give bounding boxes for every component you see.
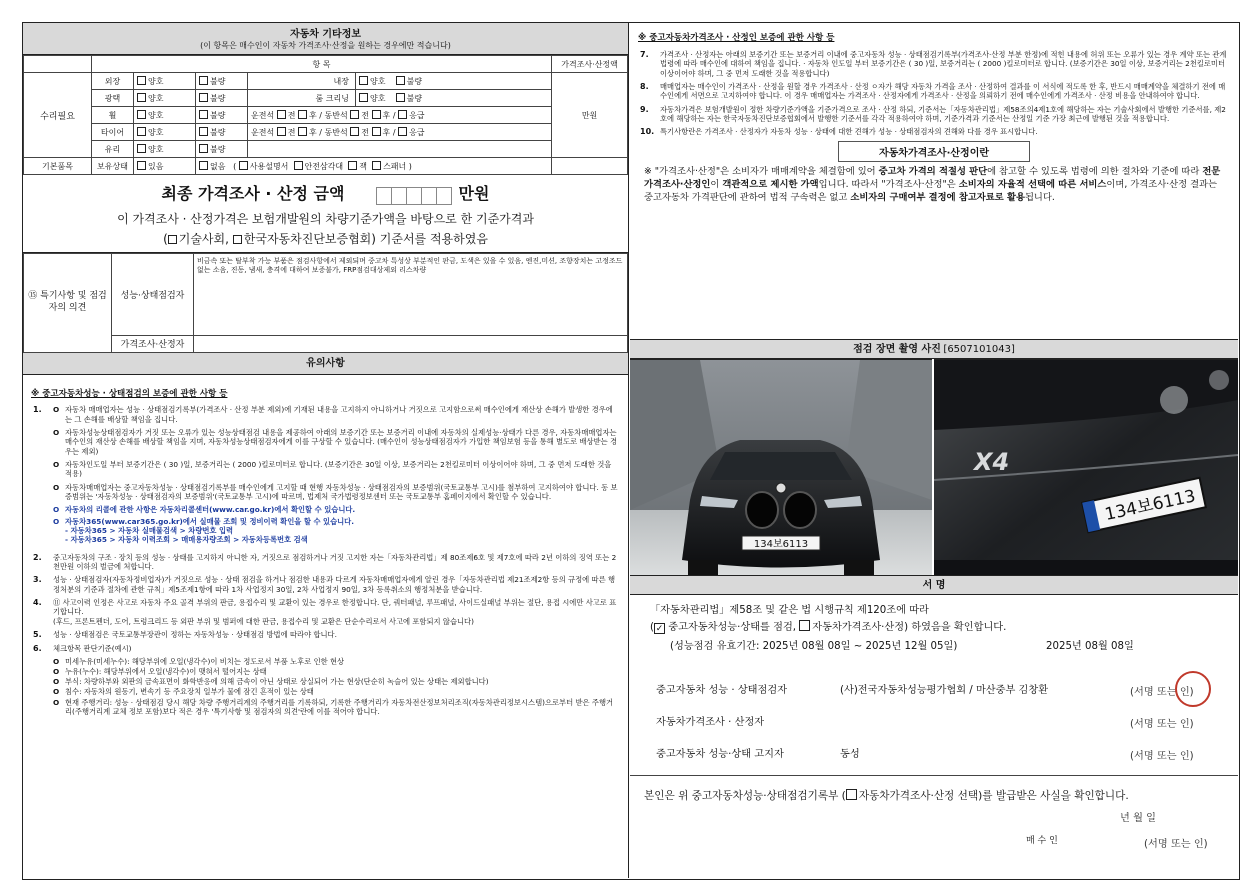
checkbox[interactable] [277, 110, 286, 119]
sign-date: 2025년 08월 08일 [1046, 641, 1134, 652]
photo-header [630, 339, 1238, 359]
sign-or-seal-4: (서명 또는 인) [1144, 839, 1208, 850]
checkbox[interactable] [199, 76, 208, 85]
def-text: 이며, 가격조사·산정 결과는 중고자동차 가격판단에 관하여 법적 구속력은 없고 [644, 178, 1218, 203]
checkbox[interactable] [199, 161, 208, 170]
checkbox[interactable] [199, 144, 208, 153]
def-bold: 객관적으로 제시한 가액 [722, 178, 819, 190]
notice-6: 체크항목 판단기준(예시) [53, 644, 132, 654]
price-role: 자동차가격조사 · 산정자 [656, 717, 765, 728]
receipt-line [644, 788, 1129, 803]
final-price-line4: 기준서를 적용하였음 [379, 231, 488, 246]
notifier-name: 동성 [840, 749, 860, 760]
row-label-exterior: 외장 [92, 73, 134, 90]
option-emergency: 응급 [409, 127, 425, 137]
special-notes-text: 비금속 또는 탈부착 가능 부품은 점검사항에서 제외되며 중고차 특성상 부분적인 판금, 도색은 있을 수 있음, 엔진,미션, 조향장치는 고정조드없는 소음, 진동, 냄새, 충격에 대하여 보증불가, FRP점검대상제외 리스차량 [194, 253, 628, 335]
notice-1-item: 자동차인도일 부터 보증기간은 ( 30 )일, 보증거리는 ( 2000 )킬로미터로 합니다. (보증기간은 30일 이상, 보증거리는 2천킬로미터 이상이어야 하며, 그 중 먼저 도래한 것을 적용) [65, 460, 612, 479]
col-price-header: 가격조사·산정액 [552, 56, 628, 73]
inspection-photos-section [630, 339, 1238, 575]
checkbox[interactable] [298, 127, 307, 136]
option-triangle: 안전삼각대 [304, 161, 344, 171]
option-bad: 불량 [210, 144, 226, 154]
price-guarantee-notes: ※ 중고자동차가격조사 · 산정인 보증에 관한 사항 등 7. 가격조사 · 산정자는 아래의 보증기간 또는 보증거리 이내에 중고자동차 성능 · 상태점검기록부(가격조사·산정 부분 한정)에 적힌 내용에 허위 또는 오류가 있는 경우 계약 또는 관계법령에 따라 매수인에 대하여 책임을 집니다. · 자동차 인도일 부터 보증기간은 ( 30 )일, 보증거리는 ( 2000 )킬로미터로 합니다. (보증기간은 30일 이상, 보증거리는 2천킬로미터 이상이어야 하며, 그 중 먼저 도래한 것을 적용합니다) 8. 매매업자는 매수인이 가격조사 · 산정을 원할 경우 가격조사 · 산정 ㅇ자가 해당 자동차 가격을 조사 · 산정하여 결과를 이 서식에 적도록 한 후, 반드시 매매계약을 체결하기 전에 매수인에게 서면으로 고지하여야 합니다. 이 경우 매매업자는 가격조사 · 산정자에게 가격조사 · 산정을 의뢰하기 전에 매수인에게 가격조사 · 산정 비용을 안내하여야 합니다. 9. 자동차가격은 보험개발원이 정한 차량기준가액을 기준가격으로 조사 · 산정 하되, 기준서는「자동차관리법」제58조의4제1호에 해당하는 자는 기술사회에서 발행한 기준서를, 제2호에 해당하는 자는 한국자동차진단보증협회에서 발행한 기준서를 각각 적용하여야 하며, 기준가격과 기준서는 산정일 기준 가장 최근에 발행된 것을 적용합니다. 10. 특기사항란은 가격조사 · 산정자가 자동차 성능 · 상태에 대한 견해가 성능 · 상태점검자의 견해와 다를 경우 표시합니다. [638, 33, 1227, 137]
option-jack: 잭 [359, 161, 367, 171]
checkbox[interactable] [799, 620, 810, 631]
checkbox[interactable] [372, 127, 381, 136]
notice-1-item: 자동차성능상태점검자가 거짓 또는 오류가 있는 성능상태점검 내용을 제공하여 아래의 보증기간 또는 보증거리 이내에 자동차의 실제성능·상태가 다른 경우, 자동차매매업자는 매수인의 재산상 손해를 배상할 책임을 지며, 자동차성능상태점검자에게 이를 구상할 수 있습니다. (매수인이 성능상태점검자가 가입한 책임보험 등을 통해 별도로 배상받는 경우는 제외) [65, 428, 618, 456]
sign-or-seal-1: (서명 또는 인) [1130, 687, 1194, 698]
price-person-label: 가격조사·산정자 [112, 335, 194, 352]
option-front: 전 [361, 110, 369, 120]
checkbox[interactable] [372, 161, 381, 170]
def-text: 됩니다. [1024, 191, 1055, 203]
definition-title-box [630, 141, 1238, 162]
option-kadia: 한국자동차진단보증협회 [243, 231, 372, 246]
repair-label: 수리필요 [24, 73, 92, 158]
basic-status-label: 보유상태 [92, 158, 134, 175]
checkbox[interactable] [298, 110, 307, 119]
car365-link-text[interactable]: 자동차365(www.car365.go.kr)에서 실매물 조회 및 정비이력 확인을 할 수 있습니다. [65, 516, 355, 526]
row-label-glass: 유리 [92, 141, 134, 158]
photo-title: 점검 장면 촬영 사진 [853, 344, 941, 355]
receipt-text-b: 자동차가격조사·산정 선택)를 발급받은 사실을 확인합니다. [858, 790, 1129, 802]
passenger-seat-label: 동반석 [324, 127, 348, 137]
option-good: 양호 [148, 110, 164, 120]
checkbox[interactable] [398, 110, 407, 119]
def-text: 에 참고할 수 있도록 법령에 의한 절차와 기준에 따라 [987, 166, 1203, 178]
receipt-text-a: 본인은 위 중고자동차성능·상태점검기록부 ( [644, 790, 846, 802]
checkbox[interactable] [350, 127, 359, 136]
checkbox[interactable] [137, 127, 146, 136]
notice-4b: (후드, 프론트펜더, 도어, 트렁크리드 등 외판 부위 및 범퍼에 대한 판금, 용접수리 및 교환은 단순수리로서 사고에 포함되지 않습니다) [53, 616, 474, 626]
option-tech-society: 기술사회 [178, 231, 226, 246]
signature-section [630, 575, 1238, 878]
criteria-item: 부식: 차량하부와 외판의 금속표면이 화학반응에 의해 금속이 아닌 상태로 상실되어 가는 현상(단순히 녹슬어 있는 상태는 제외합니다) [65, 677, 489, 687]
notice-header [23, 353, 628, 375]
price-guarantee-title: ※ 중고자동차가격조사 · 산정인 보증에 관한 사항 등 [638, 33, 835, 43]
front-photo [630, 359, 932, 591]
other-info-title: 자동차 기타정보 [289, 29, 362, 40]
option-front: 전 [287, 127, 296, 137]
checkbox[interactable] [199, 110, 208, 119]
inspector-label: 성능·상태점검자 [112, 253, 194, 335]
checkbox[interactable] [348, 161, 357, 170]
notice-4a: ⑪ 사고이력 인정은 사고로 자동차 주요 골격 부위의 판금, 용접수리 및 교환이 있는 경우로 한정합니다. 단, 쿼터패널, 루프패널, 사이드실패널 부위는 절단, 용접 시에만 사고로 표기합니다. [53, 597, 617, 617]
checkbox[interactable] [372, 110, 381, 119]
right-column [630, 23, 1238, 878]
rear-plate-text: 134보6113 [1103, 486, 1198, 526]
criteria-item: 침수: 자동차의 원동기, 변속기 등 주요장치 일부가 물에 잠긴 흔적이 있는 상태 [65, 687, 314, 697]
notice-1-item: 자동차 매매업자는 성능 · 상태점검기록부(가격조사 · 산정 부분 제외)에 기재된 내용을 고지하지 아니하거나 거짓으로 고지함으로써 매수인에게 재산상 손해가 발생한 경우에는 그 손해를 배상할 책임을 집니다. [65, 405, 613, 424]
option-rear: 후 [382, 127, 391, 137]
option-bad: 불량 [210, 76, 226, 86]
checkbox[interactable] [359, 76, 368, 85]
option-rear: 후 [382, 110, 391, 120]
sign-law-text: 「자동차관리법」제58조 및 같은 법 시행규칙 제120조에 따라 [650, 605, 929, 616]
final-price-title: 최종 가격조사 · 산정 금액 [161, 184, 345, 203]
definition-text: ※ "가격조사·산정"은 소비자가 매매계약을 체결함에 있어 중고차 가격의 적절성 판단에 참고할 수 있도록 법령에 의한 절차와 기준에 따라 전문 가격조사·산정인이 객관적으로 제시한 가액입니다. 따라서 "가격조사·산정"은 소비자의 자율적 선택에 따른 서비스이며, 가격조사·산정 결과는 중고자동차 가격판단에 관하여 법적 구속력은 없고 소비자의 구매여부 결정에 참고자료로 활용됩니다. [644, 166, 1221, 203]
other-info-header [23, 23, 628, 55]
checked-checkbox[interactable]: ✓ [655, 624, 664, 634]
option-manual: 사용설명서 [249, 161, 289, 171]
def-bold: 전문 가격조사·산정인 [644, 166, 1221, 190]
sign-check1: 중고자동차성능·상태를 점검, [668, 622, 797, 633]
option-good: 양호 [148, 76, 164, 86]
criteria-item: 미세누유(미세누수): 해당부위에 오일(냉각수)이 비치는 정도로서 부품 노후로 인한 현상 [65, 656, 345, 666]
buyer-label: 매 수 인 [1026, 836, 1058, 846]
checkbox[interactable] [239, 161, 248, 170]
notifier-role: 중고자동차 성능·상태 고지자 [656, 749, 784, 760]
divider [630, 775, 1238, 776]
front-plate-text: 134보6113 [753, 539, 809, 550]
option-bad: 불량 [406, 76, 423, 86]
basic-items-label: 기본품목 [24, 158, 92, 175]
checkbox[interactable] [350, 110, 359, 119]
option-front: 전 [287, 110, 296, 120]
final-price-section: 최종 가격조사 · 산정 금액 만원 이 가격조사 · 산정가격은 보험개발원의 차량기준가액을 바탕으로 한 기준가격과 ( 기술사회, 한국자동차진단보증협회) 기준서를 적용하였음 [23, 175, 628, 253]
checkbox[interactable] [396, 93, 405, 102]
checkbox[interactable] [199, 93, 208, 102]
row-label-tire: 타이어 [92, 124, 134, 141]
passenger-seat-label: 동반석 [324, 110, 348, 120]
notice-3: 성능 · 상태점검자(자동차정비업자)가 거짓으로 성능 · 상태 점검을 하거나 점검한 내용과 다르게 자동차매매업자에게 알린 경우「자동차관리법 제21조제2항 등의 규정에 따른 행정처분의 기준과 절차에 관한 규칙」제5조제1항에 따라 1차 사업정지 30일, 2차 사업정지 90일, 3차 등록취소의 행정처분을 받습니다. [53, 575, 615, 594]
driver-seat-label: 운전석 [251, 110, 275, 120]
checkbox[interactable] [137, 76, 146, 85]
sign-check-line: ( ✓ 중고자동차성능·상태를 점검, 자동차가격조사·산정) 하였음을 확인합니다. [650, 622, 1007, 634]
notice-7: 가격조사 · 산정자는 아래의 보증기간 또는 보증거리 이내에 중고자동차 성능 · 상태점검기록부(가격조사·산정 부분 한정)에 적힌 내용에 허위 또는 오류가 있는 경우 계약 또는 관계법령에 따라 매수인에 대하여 책임을 집니다. · 자동차 인도일 부터 보증기간은 ( 30 )일, 보증거리는 ( 2000 )킬로미터로 합니다. (보증기간은 30일 이상, 보증거리는 2천킬로미터 이상이어야 하며, 그 중 먼저 도래한 것을 적용합니다) [660, 49, 1227, 78]
criteria-item: 누유(누수): 해당부위에서 오일(냉각수)이 맺혀서 떨어지는 상태 [65, 666, 267, 676]
option-bad: 불량 [406, 93, 423, 103]
receipt-ymd: 년 월 일 [1120, 813, 1156, 824]
option-good: 양호 [148, 93, 164, 103]
definition-title: 자동차가격조사·산정이란 [838, 141, 1030, 162]
sign-or-seal-2: (서명 또는 인) [1130, 719, 1194, 730]
unit-won: 만원 [552, 73, 628, 158]
inspector-name: (사)전국자동차성능평가협회 / 마산중부 김창환 [840, 685, 1049, 696]
checkbox[interactable] [137, 144, 146, 153]
row-label-wheel: 휠 [92, 107, 134, 124]
notice-body: ※ 중고자동차성능 · 상태점검의 보증에 관한 사항 등 1. O 자동차 매매업자는 성능 · 상태점검기록부(가격조사 · 산정 부분 제외)에 기재된 내용을 고지하지 아니하거나 거짓으로 고지함으로써 매수인에게 재산상 손해가 발생한 경우에는 그 손해를 배상할 책임을 집니다. O 자동차성능상태점검자가 거짓 또는 오류가 있는 성능상태점검 내용을 제공하여 아래의 보증기간 또는 보증거리 이내에 자동차의 실제성능·상태가 다른 경우, 자동차매매업자는 매수인의 재산상 손해를 배상할 책임을 지며, 자동차성능상태점검자에게 이를 구상할 수 있습니다. (매수인이 성능상태점검자가 가입한 책임보험 등을 통해 별도로 배상받는 경우는 제외) O 자동차인도일 부터 보증기간은 ( 30 )일, 보증거리는 ( 2000 )킬로미터로 합니다. (보증기간은 30일 이상, 보증거리는 2천킬로미터 이상이어야 하며, 그 중 먼저 도래한 것을 적용) O 자동차매매업자는 중고자동차성능 · 상태점검기록부를 매수인에게 고지할 때 현행 자동차성능 · 상태점검자의 보증범위(국토교통부 고시)를 첨부하여 고지하여야 합니다. 동 보증범위는 '자동차성능 · 상태점검자의 보증범위'(국토교통부 고시)에 따르며, 법제처 국가법령정보센터 또는 국토교통부 홈페이지에서 확인할 수 있습니다. O 자동차의 리콜에 관한 사항은 자동차리콜센터(www.car.go.kr)에서 확인할 수 있습니다. O 자동차365(www.car365.go.kr)에서 실매물 조회 및 정비이력 확인을 할 수 있습니다. - 자동차365 > 자동차 실매물검색 > 차량번호 입력 - 자동차365 > 자동차 이력조회 > 매매용자량조회 > 자동차등록번호 검색 2. 중고자동차의 구조 · 장치 등의 성능 · 상태를 고지하지 아니한 자, 거짓으로 점검하거나 거짓 고지한 자는「자동차관리법」제 80조제6호 및 제7호에 따라 2년 이하의 징역 또는 2천만원 이하의 벌금에 처합니다. 3. 성능 · 상태점검자(자동차정비업자)가 거짓으로 성능 · 상태 점검을 하거나 점검한 내용과 다르게 자동차매매업자에게 알린 경우「자동차관리법 제21조제2항 등의 규정에 따른 행정처분의 기준과 절차에 관한 규칙」제5조제1항에 따라 1차 사업정지 30일, 2차 사업정지 90일, 3차 등록취소의 행정처분을 받습니다. 4. ⑪ 사고이력 인정은 사고로 자동차 주요 골격 부위의 판금, 용접수리 및 교환이 있는 경우로 한정합니다. 단, 쿼터패널, 루프패널, 사이드실패널 부위는 절단, 용접 시에만 사고로 표기합니다. (후드, 프론트펜더, 도어, 트렁크리드 등 외판 부위 및 범퍼에 대한 판금, 용접수리 및 교환은 단순수리로서 사고에 포함되지 않습니다) 5. 성능 · 상태점검은 국토교통부장관이 정하는 자동차성능 · 상태점검 방법에 따라야 합니다. 6. 체크항목 판단기준(예시) O 미세누유(미세누수): 해당부위에 오일(냉각수)이 비치는 정도로서 부품 노후로 인한 현상 O 누유(누수): 해당부위에서 오일(냉각수)이 맺혀서 떨어지는 상태 O 부식: 차량하부와 외판의 금속표면이 화학반응에 의해 금속이 아닌 상태로 상실되어 가는 현상(단순히 녹슬어 있는 상태는 제외합니다) O 침수: 자동차의 원동기, 변속기 등 주요장치 일부가 물에 잠긴 흔적이 있는 상태 O 현재 주행거리: 성능 · 상태점검 당시 해당 차량 주행거리계의 주행거리를 기록하되, 기록한 주행거리가 자동차전산정보처리조직(자동차관리정보시스템)으로부터 받은 주행거리(주행거리계 교체 정보 포함)보다 적은 경우 '특기사항 및 점검자의 의견'란에 이를 적어야 합니다. [31, 388, 618, 717]
checkbox[interactable] [137, 161, 146, 170]
final-price-boxes[interactable] [377, 187, 452, 207]
final-price-line1: 이 가격조사 · 산정가격은 보험개발원의 차량기준가액을 바탕으로 한 기준가격과 [117, 211, 534, 226]
row-label-interior: 내장 [248, 73, 356, 90]
checkbox[interactable] [199, 127, 208, 136]
option-bad: 불량 [210, 127, 226, 137]
option-emergency: 응급 [409, 110, 425, 120]
option-rear: 후 [309, 110, 317, 120]
row-label-room-clean: 룸 크리닝 [248, 90, 356, 107]
left-column [23, 23, 629, 878]
notice-5: 성능 · 상태점검은 국토교통부장관이 정하는 자동차성능 · 상태점검 방법에 따라야 합니다. [53, 629, 337, 639]
inspector-seal [1175, 671, 1211, 707]
def-text: 입니다. 따라서 "가격조사·산정"은 [818, 178, 959, 190]
def-bold: 중고차 가격의 적절성 판단 [878, 166, 988, 178]
notice-8: 매매업자는 매수인이 가격조사 · 산정을 원할 경우 가격조사 · 산정 ㅇ자가 해당 자동차 가격을 조사 · 산정하여 결과를 이 서식에 적도록 한 후, 반드시 매매계약을 체결하기 전에 매수인에게 서면으로 고지하여야 합니다. 이 경우 매매업자는 가격조사 · 산정자에게 가격조사 · 산정을 의뢰하기 전에 매수인에게 가격조사 · 산정 비용을 안내하여야 합니다. [660, 81, 1226, 101]
sign-check2: 자동차가격조사·산정) 하였음을 확인합니다. [812, 622, 1007, 633]
checkbox[interactable] [233, 235, 242, 244]
checkbox[interactable] [277, 127, 286, 136]
criteria-item: 현재 주행거리: 성능 · 상태점검 당시 해당 차량 주행거리계의 주행거리를 기록하되, 기록한 주행거리가 자동차전산정보처리조직(자동차관리정보시스템)으로부터 받은 주행거리(주행거리계 교체 정보 포함)보다 적은 경우 '특기사항 및 점검자의 의견'란에 이를 적어야 합니다. [65, 697, 614, 717]
checkbox[interactable] [294, 161, 303, 170]
def-bold: 소비자의 자율적 선택에 따른 서비스 [958, 178, 1107, 190]
valid-period: (성능점검 유효기간: 2025년 08월 08일 ~ 2025년 12월 05일) [670, 641, 958, 652]
checkbox[interactable] [168, 235, 177, 244]
rear-photo [934, 359, 1238, 591]
option-good: 양호 [370, 93, 386, 103]
notice-10: 특기사항란은 가격조사 · 산정자가 자동차 성능 · 상태에 대한 견해가 성능 · 상태점검자의 견해와 다를 경우 표시합니다. [660, 127, 1038, 137]
row-label-gloss: 광택 [92, 90, 134, 107]
car365-path-1: - 자동차365 > 자동차 실매물검색 > 차량번호 입력 [65, 525, 234, 535]
notice-section-title: ※ 중고자동차성능 · 상태점검의 보증에 관한 사항 등 [31, 388, 228, 399]
checkbox[interactable] [396, 76, 405, 85]
special-notes-label: ⑮ 특기사항 및 점검자의 의견 [24, 253, 112, 352]
inspector-role: 중고자동차 성능 · 상태점검자 [656, 685, 788, 696]
sign-or-seal-3: (서명 또는 인) [1130, 751, 1194, 762]
final-price-unit: 만원 [458, 184, 490, 203]
sign-title: 서 명 [922, 580, 946, 591]
checkbox[interactable] [137, 93, 146, 102]
x4-badge: X4 [974, 448, 1010, 476]
checkbox[interactable] [359, 93, 368, 102]
option-bad: 불량 [210, 110, 226, 120]
option-rear: 후 [309, 127, 317, 137]
option-good: 양호 [370, 76, 386, 86]
def-text: 이 [710, 178, 723, 190]
checkbox[interactable] [846, 789, 857, 800]
def-bold: 소비자의 구매여부 결정에 참고자료로 활용 [850, 191, 1025, 203]
notice-2: 중고자동차의 구조 · 장치 등의 성능 · 상태를 고지하지 아니한 자, 거짓으로 점검하거나 거짓 고지한 자는「자동차관리법」제 80조제6호 및 제7호에 따라 2년 이하의 징역 또는 2천만원 이하의 벌금에 처합니다. [53, 552, 617, 571]
other-info-subtitle: (이 항목은 매수인이 자동차 가격조사·산정을 원하는 경우에만 적습니다) [200, 41, 451, 50]
special-notes-section [23, 253, 628, 353]
option-front: 전 [361, 127, 369, 137]
option-spanner: 스패너 [383, 161, 407, 171]
def-text: "가격조사·산정"은 소비자가 매매계약을 체결함에 있어 [654, 166, 879, 178]
driver-seat-label: 운전석 [251, 127, 275, 137]
checkbox[interactable] [398, 127, 407, 136]
notice-9: 자동차가격은 보험개발원이 정한 차량기준가액을 기준가격으로 조사 · 산정 하되, 기준서는「자동차관리법」제58조의4제1호에 해당하는 자는 기술사회에서 발행한 기준서를, 제2호에 해당하는 자는 한국자동차진단보증협회에서 발행한 기준서를 각각 적용하여야 하며, 기준가격과 기준서는 산정일 기준 가장 최근에 발행된 것을 적용합니다. [660, 104, 1226, 123]
col-item-header: 항 목 [92, 56, 552, 73]
option-none: 없음 [210, 161, 226, 171]
car365-path-2: - 자동차365 > 자동차 이력조회 > 매매용자량조회 > 자동차등록번호 검색 [65, 535, 308, 545]
option-have: 있음 [148, 161, 164, 171]
recall-link-text[interactable]: 자동차의 리콜에 관한 사항은 자동차리콜센터(www.car.go.kr)에서 확인할 수 있습니다. [65, 505, 356, 515]
notice-title: 유의사항 [306, 357, 345, 369]
option-good: 양호 [148, 144, 164, 154]
checkbox[interactable] [137, 110, 146, 119]
notice-1-number: 1. [33, 405, 42, 415]
notice-1-item: 자동차매매업자는 중고자동차성능 · 상태점검기록부를 매수인에게 고지할 때 현행 자동차성능 · 상태점검자의 보증범위(국토교통부 고시)를 첨부하여 고지하여야 합니다. 동 보증범위는 '자동차성능 · 상태점검자의 보증범위'(국토교통부 고시)에 따르며, 법제처 국가법령정보센터 또는 국토교통부 홈페이지에서 확인할 수 있습니다. [65, 482, 618, 501]
option-bad: 불량 [210, 93, 226, 103]
option-good: 양호 [148, 127, 164, 137]
inspection-record-page [22, 22, 1240, 880]
sign-header [630, 575, 1238, 595]
other-info-table: 항 목 가격조사·산정액 수리필요 외장 양호 불량 내장 양호 불량 만원 광택 양호 불량 룸 크리닝 양호 불량 휠 양호 불량 운전석 전 후 / 동반석 전 후 / 응급 타이어 양호 불량 운전석 전 후 / 동반석 전 후 / 응급 유리 양호 불량 기본품목 보유상태 있음 없음 ( 사용설명서 안전삼각대 잭 스패너 ) [23, 55, 628, 175]
photo-id: [6507101043] [943, 344, 1015, 355]
